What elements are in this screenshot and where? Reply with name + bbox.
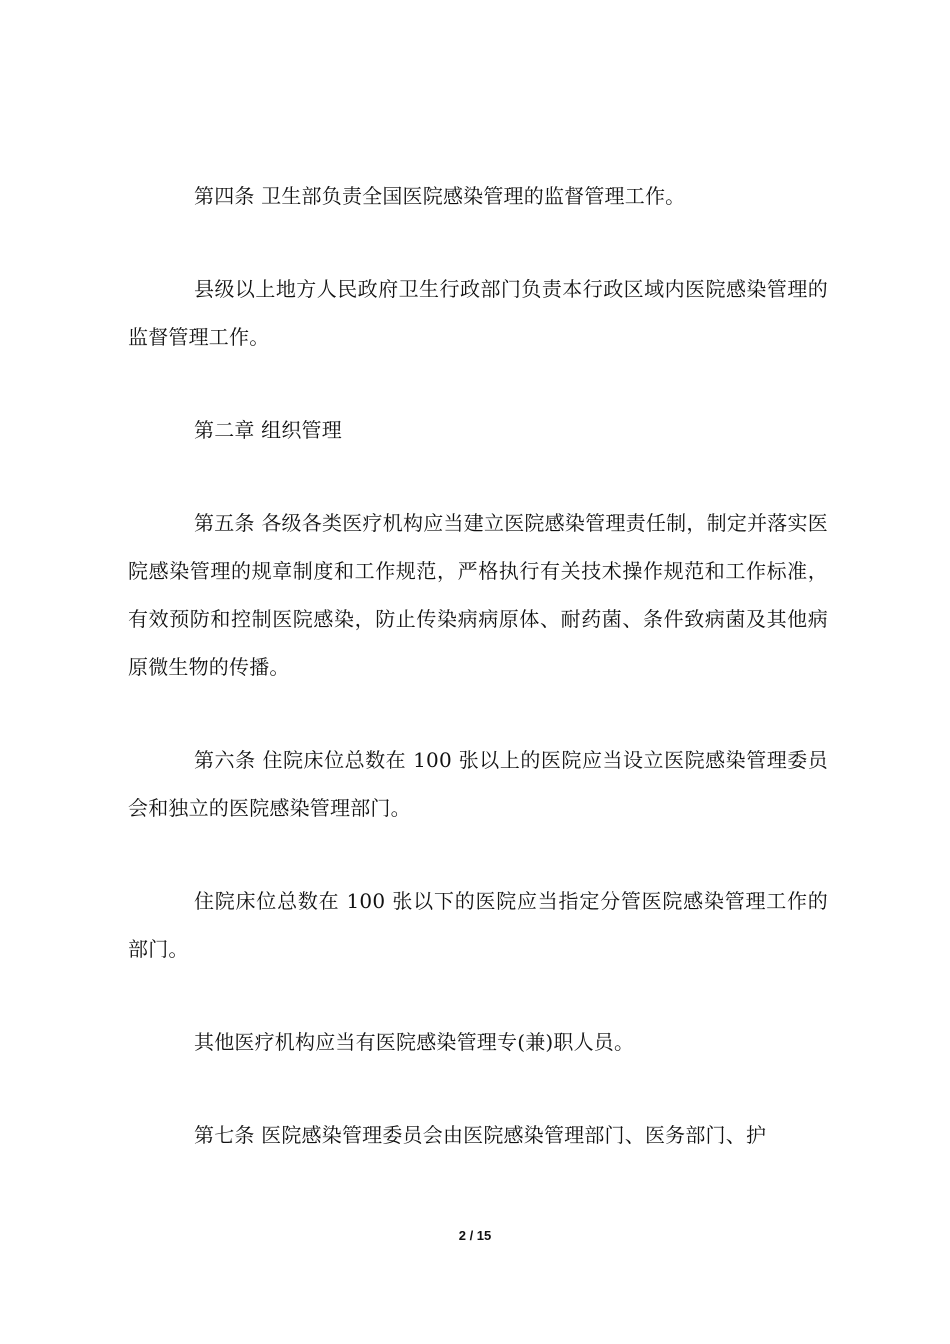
paragraph-article-6: 第六条 住院床位总数在 100 张以上的医院应当设立医院感染管理委员会和独立的医院感染管理部门。 bbox=[128, 748, 828, 820]
paragraph-article-7: 第七条 医院感染管理委员会由医院感染管理部门、医务部门、护 bbox=[194, 1123, 767, 1147]
paragraph-article-4: 第四条 卫生部负责全国医院感染管理的监督管理工作。 bbox=[194, 184, 686, 208]
paragraph-article-5: 第五条 各级各类医疗机构应当建立医院感染管理责任制，制定并落实医院感染管理的规章制度和工作规范，严格执行有关技术操作规范和工作标准，有效预防和控制医院感染，防止传染病病原体、耐药菌、条件致病菌及其他病原微生物的传播。 bbox=[128, 511, 828, 679]
page-number: 2 / 15 bbox=[458, 1228, 492, 1243]
paragraph-local-supervision: 县级以上地方人民政府卫生行政部门负责本行政区域内医院感染管理的监督管理工作。 bbox=[128, 277, 828, 349]
document-body bbox=[128, 172, 828, 1204]
paragraph-other-institutions: 其他医疗机构应当有医院感染管理专(兼)职人员。 bbox=[194, 1030, 635, 1054]
paragraph-small-hospitals: 住院床位总数在 100 张以下的医院应当指定分管医院感染管理工作的部门。 bbox=[128, 889, 828, 961]
chapter-heading: 第二章 组织管理 bbox=[194, 418, 342, 442]
